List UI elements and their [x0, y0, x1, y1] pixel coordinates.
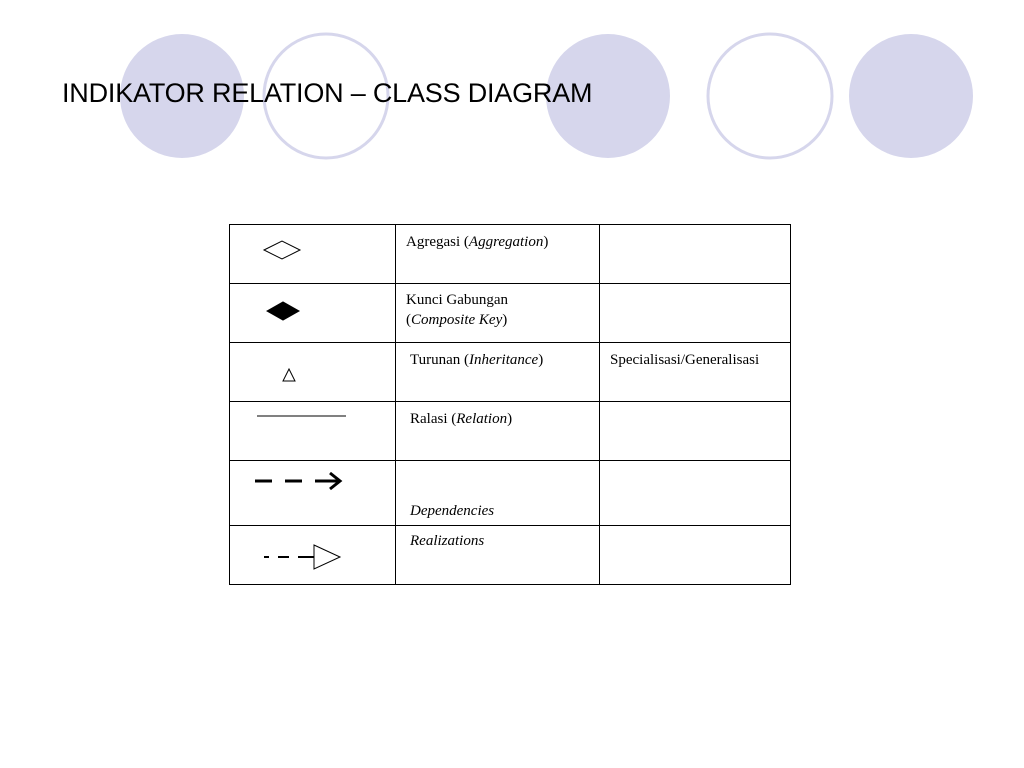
circle-filled-3	[849, 34, 973, 158]
table-row-dependencies	[230, 461, 791, 526]
note-cell	[600, 526, 791, 585]
open-triangle-icon	[281, 367, 297, 383]
circle-outline-2	[708, 34, 832, 158]
dashed-triangle-arrow-icon	[262, 542, 344, 572]
table-row-inheritance	[230, 343, 791, 402]
note-cell	[600, 461, 791, 526]
table-row-relation	[230, 402, 791, 461]
name-cell	[396, 402, 600, 461]
name-cell	[396, 461, 600, 526]
note-cell	[600, 402, 791, 461]
symbol-cell	[230, 402, 396, 461]
relation-name: Turunan (Inheritance)	[410, 352, 544, 368]
relation-note: Specialisasi/Generalisasi	[610, 352, 760, 368]
relation-name: Kunci Gabungan (Composite Key)	[406, 292, 509, 328]
table-row-aggregation	[230, 225, 791, 284]
name-cell	[396, 284, 600, 343]
name-cell	[396, 225, 600, 284]
relation-table	[229, 224, 791, 585]
note-cell	[600, 225, 791, 284]
open-diamond-icon	[262, 239, 302, 261]
symbol-cell	[230, 461, 396, 526]
note-cell	[600, 284, 791, 343]
table-row-realizations	[230, 526, 791, 585]
table-row-composite-key	[230, 284, 791, 343]
relation-name: Ralasi (Relation)	[410, 411, 513, 427]
symbol-cell	[230, 225, 396, 284]
symbol-cell	[230, 526, 396, 585]
filled-diamond-icon	[265, 300, 301, 322]
relation-name: Dependencies	[410, 503, 495, 519]
symbol-cell	[230, 284, 396, 343]
dashed-arrow-icon	[252, 469, 346, 493]
note-cell	[600, 343, 791, 402]
symbol-cell	[230, 343, 396, 402]
solid-line-icon	[256, 412, 348, 420]
relation-name: Realizations	[410, 533, 485, 549]
slide-title: INDIKATOR RELATION – CLASS DIAGRAM	[62, 78, 593, 108]
relation-name: Agregasi (Aggregation)	[406, 234, 549, 250]
name-cell	[396, 343, 600, 402]
name-cell	[396, 526, 600, 585]
